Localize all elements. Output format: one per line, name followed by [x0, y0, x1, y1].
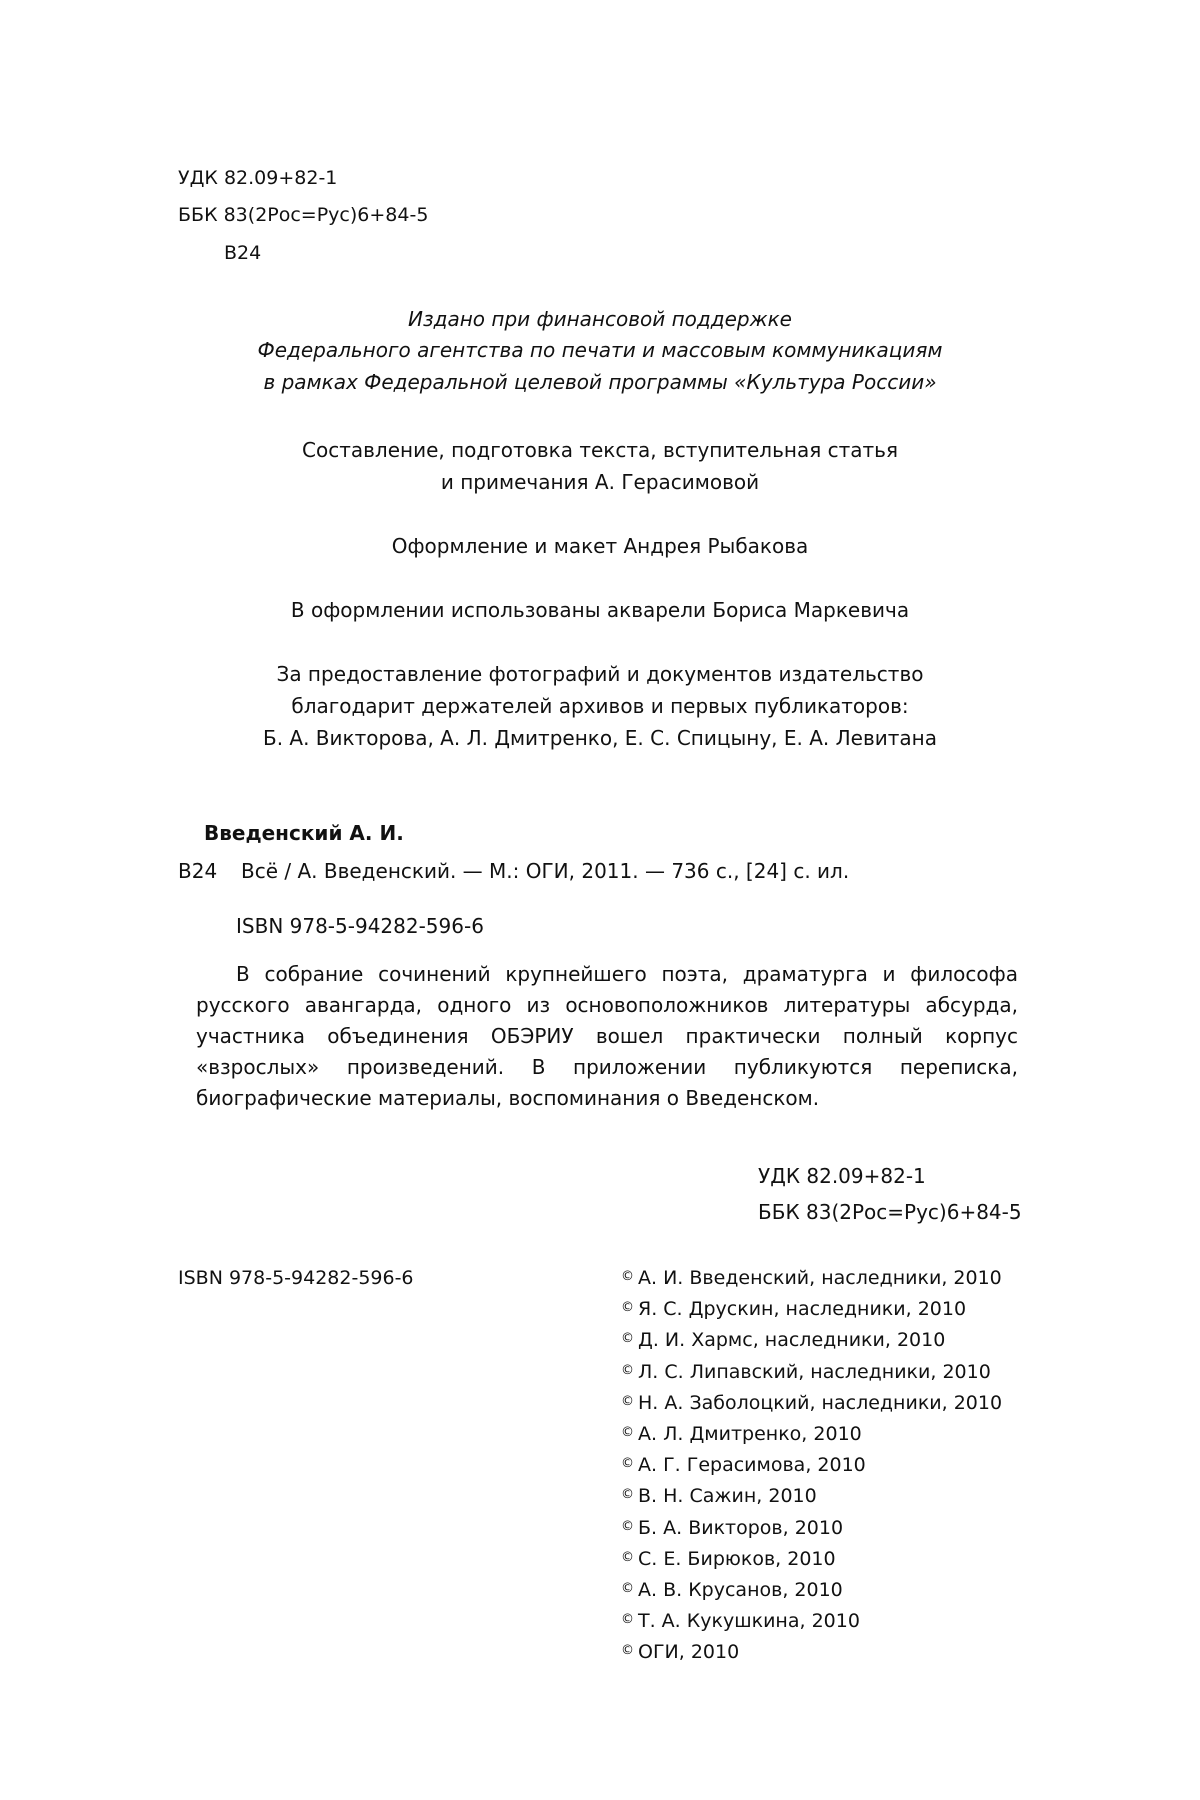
copyright-sign: ©: [621, 1643, 634, 1659]
credit-compilation-line-2: и примечания А. Герасимовой: [440, 470, 760, 494]
copyright-sign: ©: [621, 1362, 634, 1378]
copyright-holder: Н. А. Заболоцкий, наследники, 2010: [638, 1391, 1003, 1414]
copyright-item: [621, 1293, 1002, 1324]
copyright-item: [621, 1605, 1002, 1636]
copyright-item: [621, 1636, 1002, 1667]
copyright-item: [621, 1387, 1002, 1418]
credit-design: Оформление и макет Андрея Рыбакова: [391, 534, 809, 558]
copyright-sign: ©: [621, 1331, 634, 1347]
bbk-code-right: ББК 83(2Рос=Рус)6+84-5: [758, 1200, 1022, 1224]
acknowledgements-line-3: Б. А. Викторова, А. Л. Дмитренко, Е. С. Спицыну, Е. А. Левитана: [262, 726, 938, 750]
copyright-holder: А. Л. Дмитренко, 2010: [638, 1423, 862, 1446]
copyright-item: [621, 1480, 1002, 1511]
credit-illustrations: В оформлении использованы акварели Бориса Маркевича: [290, 598, 910, 622]
copyright-item: [621, 1512, 1002, 1543]
bibliographic-description: Всё / А. Введенский. — М.: ОГИ, 2011. — 736 с., [24] с. ил.: [241, 859, 850, 883]
annotation-text: В собрание сочинений крупнейшего поэта, драматурга и философа русского авангарда, одного из основоположников литературы абсурда, участника объединения ОБЭРИУ вошел практически полный корпус «взрослых» произведений. В приложении публикуются переписка, биографические материалы, воспоминания о Введенском.: [196, 962, 1018, 1110]
copyright-holder: Я. С. Друскин, наследники, 2010: [638, 1298, 967, 1321]
isbn-bottom: ISBN 978-5-94282-596-6: [178, 1267, 414, 1289]
copyright-holder: ОГИ, 2010: [638, 1641, 740, 1664]
copyright-item: [621, 1574, 1002, 1605]
copyright-sign: ©: [621, 1425, 634, 1441]
copyright-sign: ©: [621, 1269, 634, 1284]
copyright-holder: Т. А. Кукушкина, 2010: [638, 1610, 860, 1633]
udk-code-right: УДК 82.09+82-1: [758, 1164, 926, 1188]
copyright-holder: А. Г. Герасимова, 2010: [638, 1454, 866, 1477]
cutter-code-top: В24: [224, 242, 262, 264]
copyright-item: [621, 1324, 1002, 1355]
udk-code-top: УДК 82.09+82-1: [178, 167, 338, 189]
acknowledgements-line-1: За предоставление фотографий и документов издательство: [276, 662, 924, 686]
copyright-holder: А. В. Крусанов, 2010: [638, 1579, 843, 1602]
author-heading: Введенский А. И.: [204, 821, 404, 845]
copyright-sign: ©: [621, 1549, 634, 1565]
copyright-sign: ©: [621, 1518, 634, 1534]
copyright-holder: Д. И. Хармс, наследники, 2010: [638, 1329, 946, 1352]
support-notice-line-2: Федерального агентства по печати и массовым коммуникациям: [257, 338, 943, 362]
copyright-sign: ©: [621, 1393, 634, 1409]
copyright-item: [621, 1356, 1002, 1387]
copyright-item: [621, 1418, 1002, 1449]
isbn-record: ISBN 978-5-94282-596-6: [236, 914, 484, 938]
copyright-item: [621, 1543, 1002, 1574]
copyright-holder: С. Е. Бирюков, 2010: [638, 1547, 836, 1570]
bbk-code-top: ББК 83(2Рос=Рус)6+84-5: [178, 204, 429, 226]
acknowledgements-line-2: благодарит держателей архивов и первых публикаторов:: [291, 694, 909, 718]
credit-compilation-line-1: Составление, подготовка текста, вступительная статья: [302, 438, 898, 462]
copyright-holder: В. Н. Сажин, 2010: [638, 1485, 817, 1508]
copyright-holder: Б. А. Викторов, 2010: [638, 1516, 844, 1539]
copyright-list: [621, 1262, 1002, 1668]
copyright-item: [621, 1449, 1002, 1480]
support-notice-line-1: Издано при финансовой поддержке: [408, 307, 792, 331]
copyright-holder: Л. С. Липавский, наследники, 2010: [638, 1360, 991, 1383]
support-notice-line-3: в рамках Федеральной целевой программы «Культура России»: [263, 370, 937, 394]
copyright-holder: А. И. Введенский, наследники, 2010: [638, 1267, 1002, 1289]
copyright-sign: ©: [621, 1487, 634, 1503]
copyright-sign: ©: [621, 1581, 634, 1597]
copyright-item: [621, 1262, 1002, 1293]
copyright-sign: ©: [621, 1612, 634, 1628]
copyright-sign: ©: [621, 1456, 634, 1472]
cutter-code-record: В24: [178, 859, 218, 883]
copyright-sign: ©: [621, 1300, 634, 1316]
